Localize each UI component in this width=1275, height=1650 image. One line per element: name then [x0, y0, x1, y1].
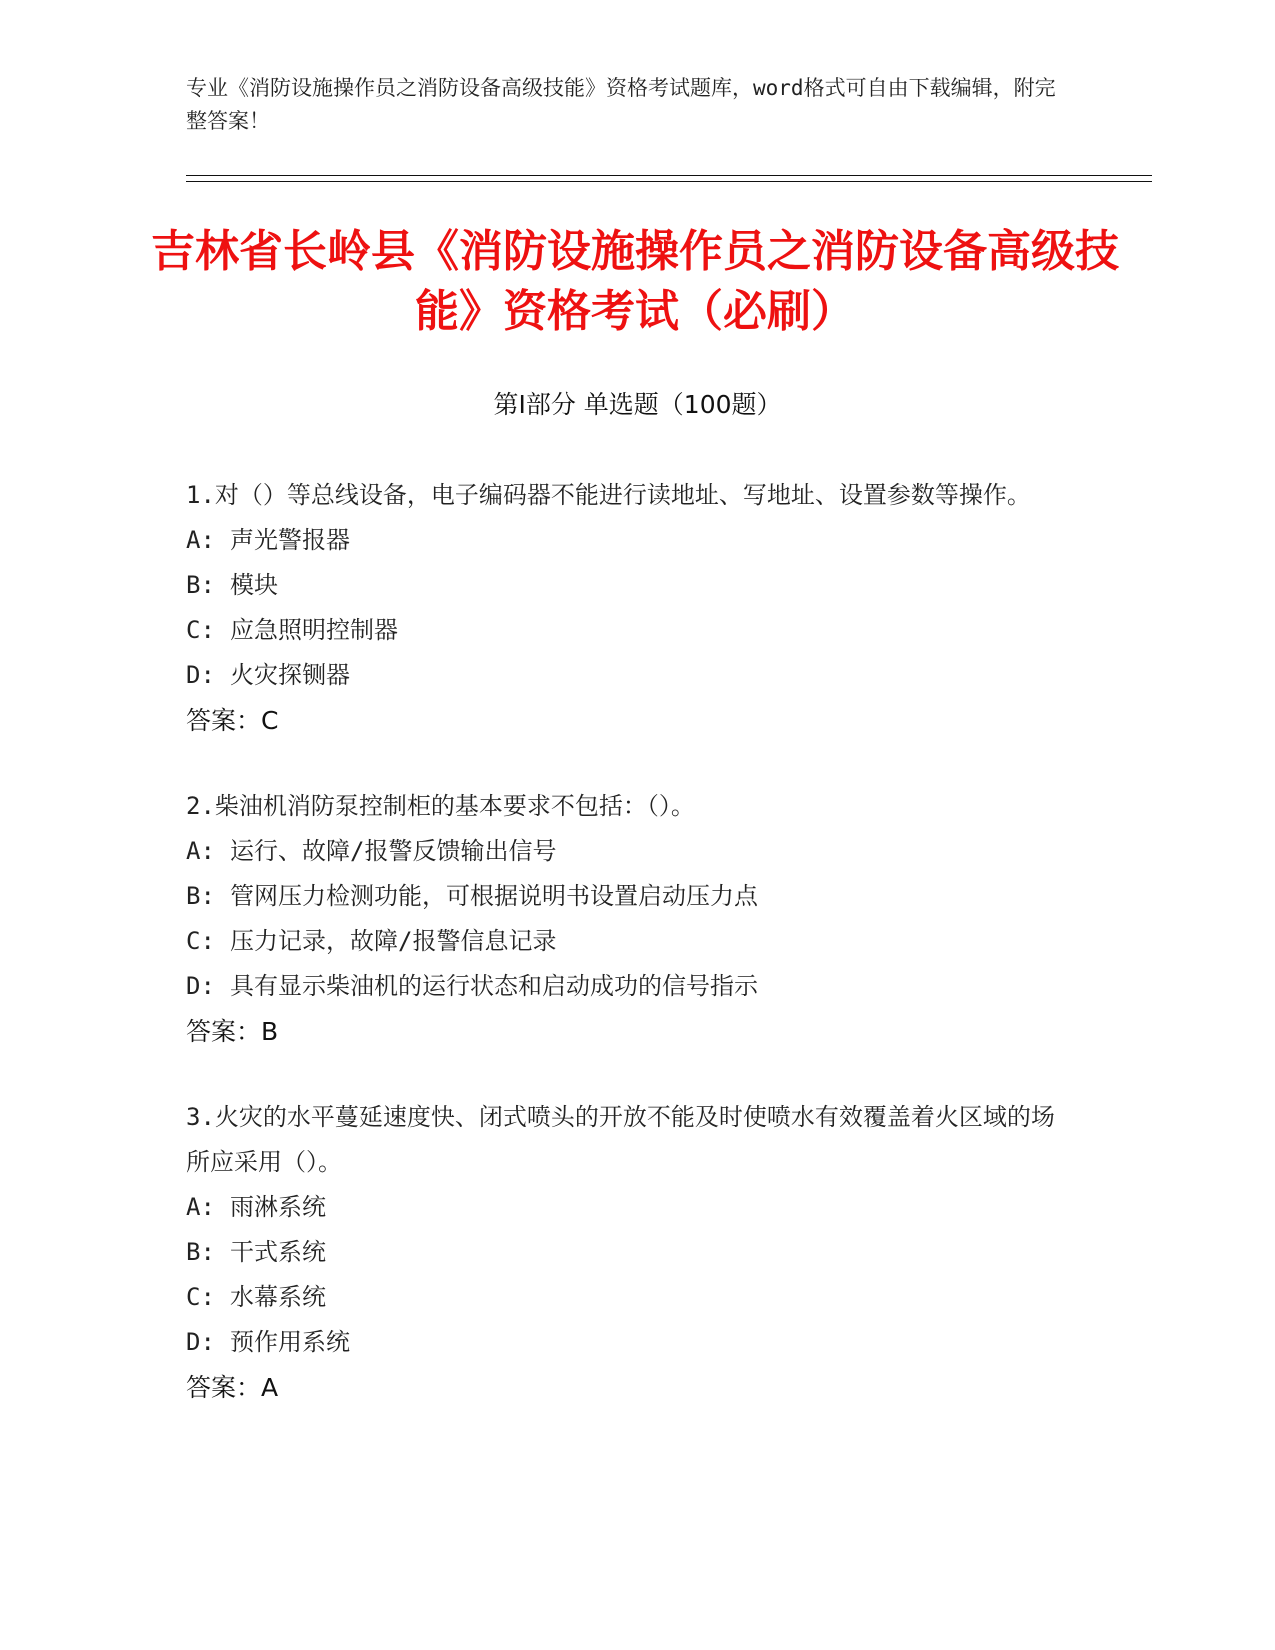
option-letter: D: [186, 972, 215, 1000]
answer-label: 答案： [186, 1373, 262, 1402]
question-stem: 3.火灾的水平蔓延速度快、闭式喷头的开放不能及时使喷水有效覆盖着火区域的场所应采用（）。 [186, 1103, 1055, 1176]
option-letter: B: [186, 571, 215, 599]
answer-line [186, 698, 1066, 743]
question-item [186, 473, 1066, 743]
option-text: 声光警报器 [230, 526, 350, 554]
header-divider-bottom [186, 181, 1152, 182]
answer-line [186, 1365, 1066, 1410]
option-d [186, 1320, 1066, 1365]
option-letter: D: [186, 661, 215, 689]
answer-label: 答案： [186, 1017, 262, 1046]
option-a [186, 518, 1066, 563]
question-item [186, 784, 1066, 1054]
answer-line [186, 1009, 1066, 1054]
option-b [186, 874, 1066, 919]
option-d [186, 653, 1066, 698]
option-d [186, 964, 1066, 1009]
document-title: 吉林省长岭县《消防设施操作员之消防设备高级技能》资格考试（必刷） [151, 226, 1119, 337]
question-stem: 1.对（）等总线设备，电子编码器不能进行读地址、写地址、设置参数等操作。 [186, 481, 1031, 509]
option-letter: C: [186, 927, 215, 955]
option-c [186, 1275, 1066, 1320]
answer-label: 答案： [186, 706, 262, 735]
option-letter: A: [186, 837, 215, 865]
option-text: 应急照明控制器 [230, 616, 398, 644]
option-letter: C: [186, 1283, 215, 1311]
option-c [186, 919, 1066, 964]
answer-value: B [261, 1017, 279, 1046]
header-divider-top [186, 175, 1152, 176]
option-text: 运行、故障/报警反馈输出信号 [230, 837, 557, 865]
question-list [186, 473, 1066, 1451]
option-a [186, 1185, 1066, 1230]
option-letter: B: [186, 1238, 215, 1266]
option-b [186, 563, 1066, 608]
question-item [186, 1095, 1066, 1410]
section-heading: 第Ⅰ部分 单选题（100题） [493, 390, 782, 419]
option-letter: A: [186, 526, 215, 554]
answer-value: C [261, 706, 279, 735]
option-text: 雨淋系统 [230, 1193, 326, 1221]
option-a [186, 829, 1066, 874]
question-stem: 2.柴油机消防泵控制柜的基本要求不包括：（）。 [186, 792, 695, 820]
option-text: 水幕系统 [230, 1283, 326, 1311]
option-c [186, 608, 1066, 653]
option-text: 管网压力检测功能，可根据说明书设置启动压力点 [230, 882, 758, 910]
option-text: 压力记录，故障/报警信息记录 [230, 927, 557, 955]
option-letter: D: [186, 1328, 215, 1356]
answer-value: A [261, 1373, 279, 1402]
option-b [186, 1230, 1066, 1275]
option-text: 干式系统 [230, 1238, 326, 1266]
header-note: 专业《消防设施操作员之消防设备高级技能》资格考试题库，word格式可自由下载编辑，附完整答案！ [186, 76, 1056, 133]
option-letter: C: [186, 616, 215, 644]
option-text: 具有显示柴油机的运行状态和启动成功的信号指示 [230, 972, 758, 1000]
option-letter: A: [186, 1193, 215, 1221]
option-text: 火灾探铡器 [230, 661, 350, 689]
option-text: 模块 [230, 571, 278, 599]
option-letter: B: [186, 882, 215, 910]
option-text: 预作用系统 [230, 1328, 350, 1356]
